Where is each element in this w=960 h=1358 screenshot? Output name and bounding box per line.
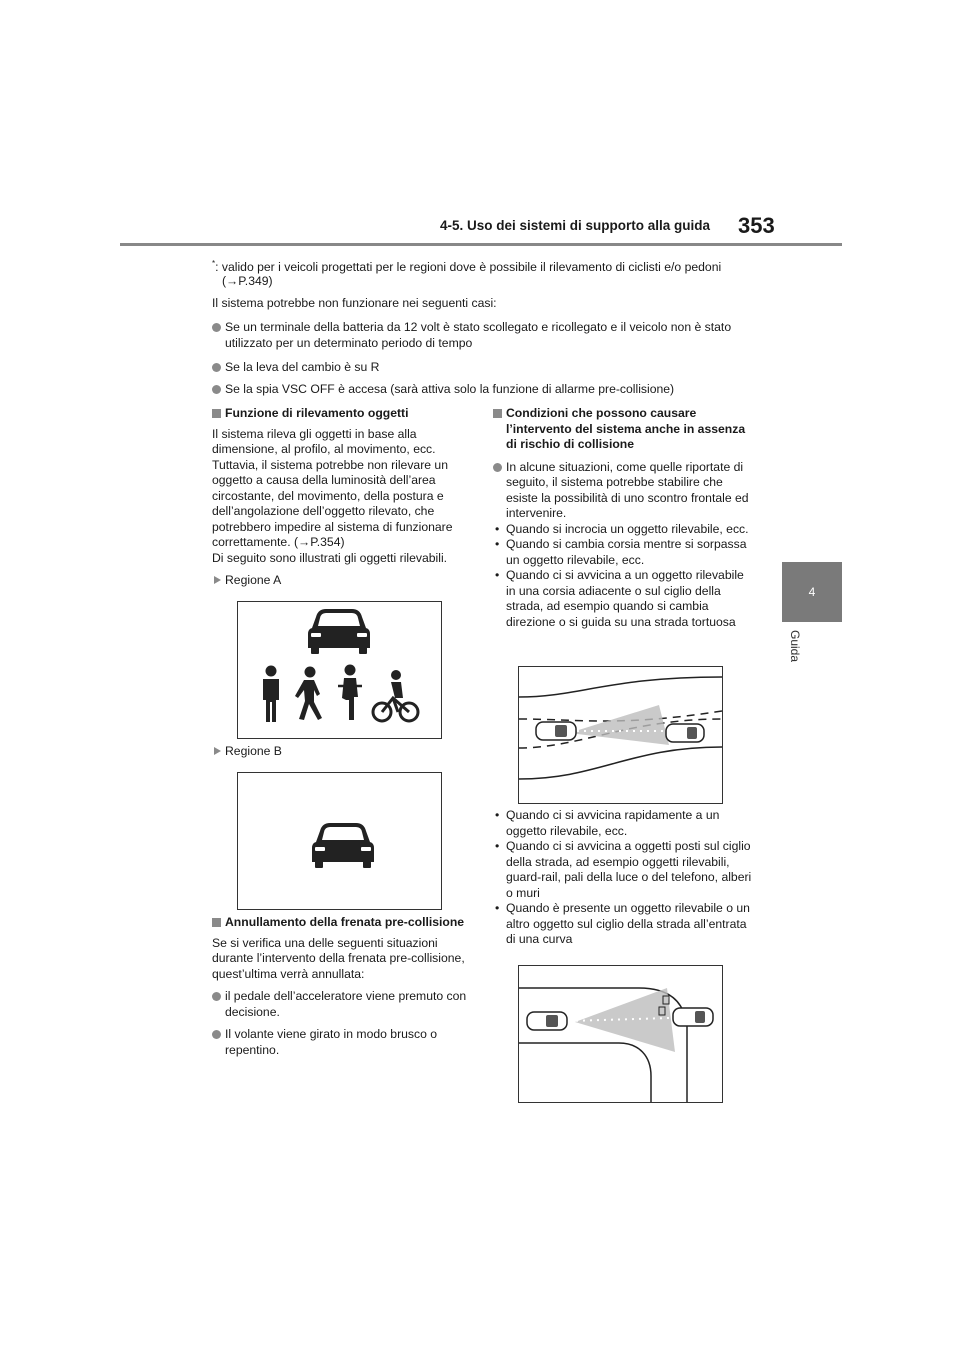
list-item: il pedale dell’acceleratore viene premuto con decisione. bbox=[212, 989, 468, 1020]
list-item: Se la spia VSC OFF è accesa (sarà attiva solo la funzione di allarme pre-collisione) bbox=[212, 382, 765, 398]
chapter-tab: 4 bbox=[782, 562, 842, 622]
bullet-icon bbox=[212, 323, 221, 332]
page-number: 353 bbox=[738, 213, 775, 238]
region-a-label-row bbox=[212, 573, 468, 589]
bullet-icon bbox=[212, 1030, 221, 1039]
curve-entry-figure bbox=[518, 965, 723, 1103]
cancel-section bbox=[212, 915, 468, 1058]
detection-text: Il sistema rileva gli oggetti in base alla dimensione, al profilo, al movimento, ecc. Tuttavia, il sistema potrebbe non rilevare un oggetto a causa della luminosità dell’area circostante, del movimento, della postura e dell’angolazione dell’oggetto rilevato, che potrebbero impedire al sistema di funzionare correttamente. (→P.354) bbox=[212, 426, 453, 549]
parked-car-icon bbox=[673, 1008, 713, 1026]
arrow-bullet-icon bbox=[214, 576, 221, 584]
own-car-icon bbox=[536, 722, 576, 740]
sub-list-item: • Quando si incrocia un oggetto rilevabile, ecc. bbox=[493, 522, 755, 538]
region-b-figure bbox=[237, 772, 442, 910]
footnote-mark: * bbox=[212, 259, 216, 268]
own-car-icon bbox=[527, 1012, 567, 1030]
arrow-bullet-icon bbox=[214, 747, 221, 755]
other-car-icon bbox=[666, 724, 704, 742]
header-rule bbox=[120, 243, 842, 246]
region-b-label-row bbox=[212, 744, 468, 760]
cyclist-icon bbox=[373, 698, 418, 721]
conditions-heading: Condizioni che possono causare l’intervento del sistema anche in assenza di rischio di collisione bbox=[493, 406, 755, 453]
region-a-figure bbox=[237, 601, 442, 739]
footnote bbox=[212, 256, 752, 276]
list-item: Se un terminale della batteria da 12 volt è stato scollegato e ricollegato e il veicolo non è stato utilizzato per un determinato periodo di tempo bbox=[212, 320, 765, 351]
cancel-text: Se si verifica una delle seguenti situazioni durante l’intervento della frenata pre-collisione, quest’ultima verrà annullata: bbox=[212, 935, 465, 981]
intro-text: Il sistema potrebbe non funzionare nei seguenti casi: bbox=[212, 296, 497, 310]
right-column-lower bbox=[493, 808, 755, 948]
sub-list-item: • Quando è presente un oggetto rilevabile o un altro oggetto sul ciglio della strada all’entrata di una curva bbox=[493, 901, 755, 948]
sub-list-item: • Quando ci si avvicina a un oggetto rilevabile in una corsia adiacente o sul ciglio della strada, ad esempio quando si cambia direzione o si guida su una strada tortuosa bbox=[493, 568, 755, 630]
section-title: 4-5. Uso dei sistemi di supporto alla guida bbox=[440, 218, 711, 233]
square-bullet-icon bbox=[493, 409, 502, 418]
footnote-line2: (→P.349) bbox=[222, 274, 273, 288]
chapter-label: Guida bbox=[788, 630, 802, 663]
sub-list-item: • Quando ci si avvicina rapidamente a un oggetto rilevabile, ecc. bbox=[493, 808, 755, 839]
list-item: In alcune situazioni, come quelle riportate di seguito, il sistema potrebbe stabilire che esiste la possibilità di uno scontro frontale ed intervenire. bbox=[493, 460, 755, 522]
list-item: Se la leva del cambio è su R bbox=[212, 360, 765, 376]
region-b-label: Regione B bbox=[225, 744, 282, 758]
list-item: Il volante viene girato in modo brusco o repentino. bbox=[212, 1027, 468, 1058]
bullet-icon bbox=[212, 385, 221, 394]
footnote-line1: : valido per i veicoli progettati per le regioni dove è possibile il rilevamento di ciclisti e/o pedoni bbox=[215, 260, 722, 275]
left-column bbox=[212, 406, 468, 566]
curved-road-figure bbox=[518, 666, 723, 804]
detection-text-2: Di seguito sono illustrati gli oggetti rilevabili. bbox=[212, 550, 448, 565]
bullet-icon bbox=[212, 992, 221, 1001]
pedestrian-icon bbox=[263, 666, 279, 723]
sensor-beam-icon bbox=[569, 705, 669, 745]
cancel-heading: Annullamento della frenata pre-collisione bbox=[212, 915, 468, 931]
right-column bbox=[493, 406, 755, 630]
walking-pedestrian-icon bbox=[295, 667, 322, 721]
bullet-icon bbox=[493, 463, 502, 472]
detection-heading: Funzione di rilevamento oggetti bbox=[212, 406, 468, 422]
cyclist-walking-icon bbox=[338, 665, 362, 721]
sub-list-item: • Quando ci si avvicina a oggetti posti sul ciglio della strada, ad esempio oggetti rilevabili, guard-rail, pali della luce o del telefono, alberi o muri bbox=[493, 839, 755, 901]
square-bullet-icon bbox=[212, 409, 221, 418]
square-bullet-icon bbox=[212, 918, 221, 927]
region-a-label: Regione A bbox=[225, 573, 282, 587]
sub-list-item: • Quando si cambia corsia mentre si sorpassa un oggetto rilevabile, ecc. bbox=[493, 537, 755, 568]
bullet-icon bbox=[212, 363, 221, 372]
